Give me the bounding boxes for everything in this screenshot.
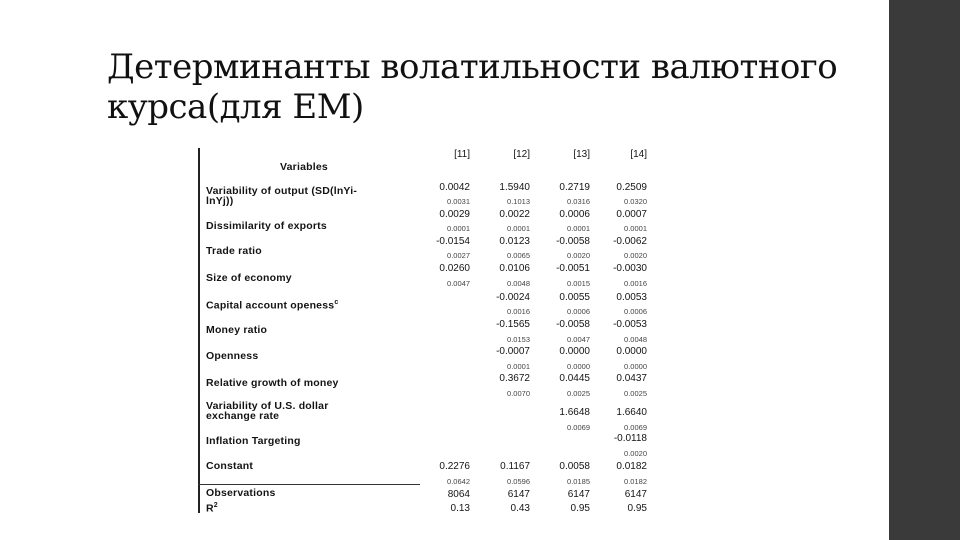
row-label-text: Capital account openess xyxy=(206,299,335,312)
row-label: Observations xyxy=(206,487,276,499)
r2-cell: 0.13 xyxy=(450,503,470,514)
variables-header: Variables xyxy=(280,161,328,173)
row-label: Openness xyxy=(206,350,259,362)
regression-table xyxy=(195,145,665,515)
obs-cell: 8064 xyxy=(447,489,470,500)
se-cell: 0.0015 xyxy=(567,279,590,288)
coef-cell: -0.0007 xyxy=(496,346,530,357)
coef-cell: 0.0007 xyxy=(616,209,647,220)
se-cell: 0.0031 xyxy=(447,197,470,206)
se-cell: 0.0047 xyxy=(447,279,470,288)
coef-cell: -0.1565 xyxy=(496,319,530,330)
row-label: Variability of U.S. dollar xyxy=(206,400,329,412)
coef-cell: 0.3672 xyxy=(499,373,530,384)
row-label: Inflation Targeting xyxy=(206,435,301,447)
se-cell: 0.0006 xyxy=(624,307,647,316)
se-cell: 0.0048 xyxy=(507,279,530,288)
se-cell: 0.0025 xyxy=(624,389,647,398)
coef-cell: -0.0024 xyxy=(496,292,530,303)
se-cell: 0.0001 xyxy=(507,224,530,233)
coef-cell: 0.2276 xyxy=(439,461,470,472)
row-label: Size of economy xyxy=(206,272,292,284)
coef-cell: 0.0006 xyxy=(559,209,590,220)
row-label: Dissimilarity of exports xyxy=(206,220,327,232)
coef-cell: 0.1167 xyxy=(500,461,530,472)
row-label xyxy=(206,501,218,514)
column-header-11: [11] xyxy=(454,149,470,160)
r2-cell: 0.95 xyxy=(627,503,647,514)
coef-cell: 1.6640 xyxy=(616,407,647,418)
coef-cell: -0.0051 xyxy=(556,263,590,274)
table-bottom-rule xyxy=(198,484,420,485)
coef-cell: 0.0106 xyxy=(499,263,530,274)
se-cell: 0.0025 xyxy=(567,389,590,398)
row-label: Money ratio xyxy=(206,324,268,336)
slide-side-bar xyxy=(889,0,960,540)
r2-cell: 0.43 xyxy=(510,503,530,514)
coef-cell: 0.0000 xyxy=(616,346,647,357)
coef-cell: -0.0154 xyxy=(436,236,470,247)
se-cell: 0.0027 xyxy=(447,251,470,260)
row-label: Trade ratio xyxy=(206,245,262,257)
coef-cell: 0.0029 xyxy=(439,209,470,220)
column-header-12: [12] xyxy=(513,149,530,160)
se-cell: 0.1013 xyxy=(507,197,530,206)
coef-cell: 0.0058 xyxy=(559,461,590,472)
se-cell: 0.0001 xyxy=(567,224,590,233)
coef-cell: 1.6648 xyxy=(559,407,590,418)
se-cell: 0.0000 xyxy=(567,362,590,371)
coef-cell: 0.2509 xyxy=(616,182,647,193)
coef-cell: -0.0058 xyxy=(556,319,590,330)
se-cell: 0.0182 xyxy=(624,477,647,486)
table-left-border xyxy=(198,148,200,513)
se-cell: 0.0001 xyxy=(447,224,470,233)
se-cell: 0.0006 xyxy=(567,307,590,316)
coef-cell: -0.0062 xyxy=(613,236,647,247)
obs-cell: 6147 xyxy=(624,489,647,500)
row-label: Constant xyxy=(206,460,254,472)
coef-cell: 0.0055 xyxy=(559,292,590,303)
se-cell: 0.0596 xyxy=(507,477,530,486)
se-cell: 0.0000 xyxy=(624,362,647,371)
coef-cell: 0.0260 xyxy=(439,263,470,274)
se-cell: 0.0320 xyxy=(624,197,647,206)
se-cell: 0.0001 xyxy=(624,224,647,233)
obs-cell: 6147 xyxy=(507,489,530,500)
se-cell: 0.0047 xyxy=(567,335,590,344)
se-cell: 0.0065 xyxy=(507,251,530,260)
coef-cell: 1.5940 xyxy=(499,182,530,193)
se-cell: 0.0001 xyxy=(507,362,530,371)
coef-cell: -0.0058 xyxy=(556,236,590,247)
coef-cell: 0.0437 xyxy=(616,373,647,384)
coef-cell: -0.0053 xyxy=(613,319,647,330)
se-cell: 0.0020 xyxy=(624,449,647,458)
superscript: c xyxy=(334,299,339,306)
superscript: 2 xyxy=(213,502,218,509)
row-label: Relative growth of money xyxy=(206,377,339,389)
row-label xyxy=(206,298,338,311)
coef-cell: -0.0118 xyxy=(613,433,647,444)
coef-cell: 0.0053 xyxy=(616,292,647,303)
obs-cell: 6147 xyxy=(567,489,590,500)
coef-cell: -0.0030 xyxy=(613,263,647,274)
coef-cell: 0.0123 xyxy=(499,236,530,247)
se-cell: 0.0069 xyxy=(624,423,647,432)
se-cell: 0.0642 xyxy=(447,477,470,486)
row-label: Variability of output (SD(lnYi- xyxy=(206,185,358,197)
se-cell: 0.0316 xyxy=(567,197,590,206)
column-header-14: [14] xyxy=(630,149,647,160)
coef-cell: 0.2719 xyxy=(559,182,590,193)
coef-cell: 0.0445 xyxy=(559,373,590,384)
coef-cell: 0.0022 xyxy=(499,209,530,220)
se-cell: 0.0016 xyxy=(507,307,530,316)
slide-title: Детерминанты волатильности валютного курса(для EM) xyxy=(107,47,838,127)
se-cell: 0.0185 xyxy=(567,477,590,486)
row-label-text: R xyxy=(206,502,214,515)
r2-cell: 0.95 xyxy=(570,503,590,514)
se-cell: 0.0070 xyxy=(507,389,530,398)
row-label-cont: lnYj)) xyxy=(206,195,234,207)
row-label-cont: exchange rate xyxy=(206,410,280,422)
se-cell: 0.0048 xyxy=(624,335,647,344)
se-cell: 0.0153 xyxy=(507,335,530,344)
se-cell: 0.0020 xyxy=(624,251,647,260)
coef-cell: 0.0042 xyxy=(439,182,470,193)
se-cell: 0.0020 xyxy=(567,251,590,260)
se-cell: 0.0069 xyxy=(567,423,590,432)
se-cell: 0.0016 xyxy=(624,279,647,288)
column-header-13: [13] xyxy=(573,149,590,160)
coef-cell: 0.0182 xyxy=(616,461,647,472)
coef-cell: 0.0000 xyxy=(559,346,590,357)
